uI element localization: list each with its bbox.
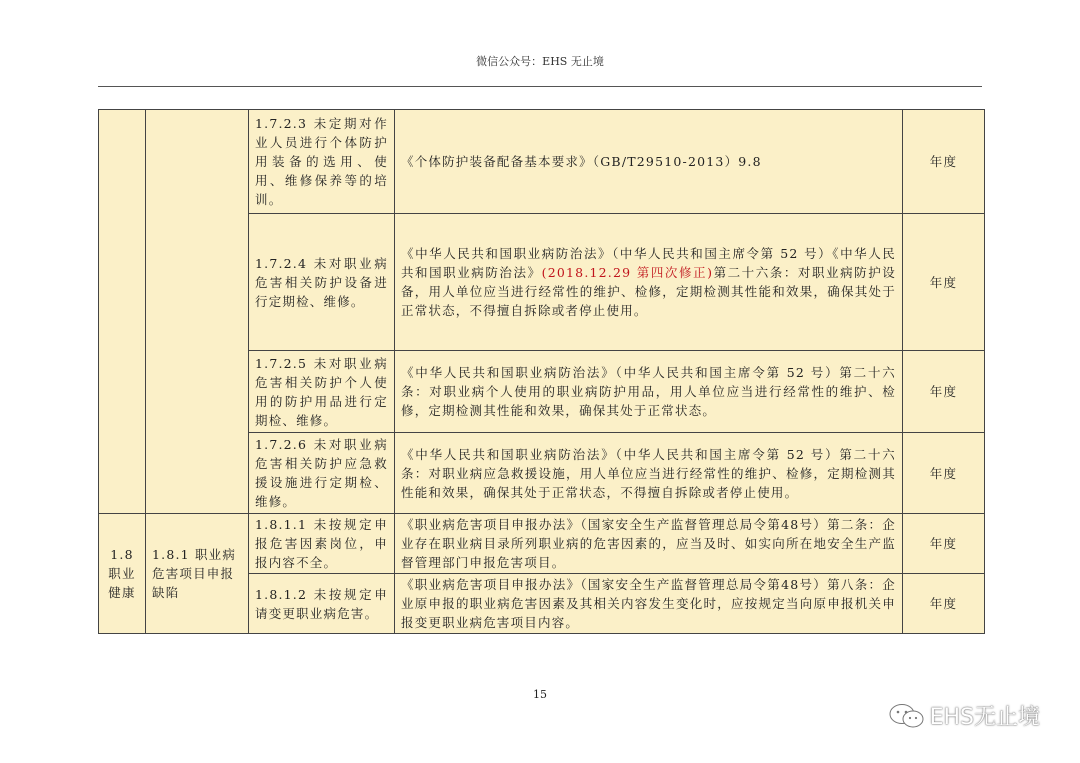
frequency-cell: 年度 <box>903 574 985 634</box>
page-header: 微信公众号：EHS 无止境 <box>476 55 604 68</box>
basis-cell: 《个体防护装备配备基本要求》（GB/T29510-2013）9.8 <box>395 110 903 214</box>
revision-note: (2018.12.29 第四次修正) <box>541 265 714 280</box>
basis-cell <box>395 214 903 351</box>
wechat-icon <box>888 703 926 729</box>
item-cell: 1.7.2.6 未对职业病危害相关防护应急救援设施进行定期检、维修。 <box>249 433 395 514</box>
table-row <box>99 110 985 214</box>
table-row <box>99 514 985 574</box>
basis-cell: 《中华人民共和国职业病防治法》（中华人民共和国主席令第 52 号）第二十六条：对职业病应急救援设施，用人单位应当进行经常性的维护、检修，定期检测其性能和效果，确保其处于正常状态，不得擅自拆除或者停止使用。 <box>395 433 903 514</box>
frequency-cell: 年度 <box>903 351 985 433</box>
header-divider <box>98 86 982 87</box>
watermark-text: EHS无止境 <box>929 705 1040 730</box>
frequency-cell: 年度 <box>903 514 985 574</box>
watermark <box>888 700 1040 731</box>
frequency-cell: 年度 <box>903 110 985 214</box>
item-cell: 1.8.1.1 未按规定申报危害因素岗位，申报内容不全。 <box>249 514 395 574</box>
basis-cell: 《职业病危害项目申报办法》（国家安全生产监督管理总局令第48号）第八条：企业原申报的职业病危害因素及其相关内容发生变化时，应按规定当向原申报机关申报变更职业病危害项目内容。 <box>395 574 903 634</box>
item-cell: 1.7.2.4 未对职业病危害相关防护设备进行定期检、维修。 <box>249 214 395 351</box>
regulation-table <box>98 109 985 634</box>
item-cell: 1.8.1.2 未按规定申请变更职业病危害。 <box>249 574 395 634</box>
category-cell-empty <box>99 110 146 514</box>
subcategory-cell-empty <box>146 110 249 514</box>
subcategory-cell: 1.8.1 职业病危害项目申报缺陷 <box>146 514 249 634</box>
basis-text: 《中华人民共和国职业病防治法》（中华人民共和国主席令第 52 号）《中华人民共和国职业病防治法》 <box>401 246 896 280</box>
page-number: 15 <box>533 688 547 701</box>
section-code: 1.8 <box>110 547 134 562</box>
section-name: 职业健康 <box>108 566 136 600</box>
basis-text-cont: 第二十六条：对职业病防护设备，用人单位应当进行经常性的维护、检修，定期检测其性能和效果，确保其处于正常状态，不得擅自拆除或者停止使用。 <box>401 265 896 318</box>
category-cell <box>99 514 146 634</box>
item-cell: 1.7.2.5 未对职业病危害相关防护个人使用的防护用品进行定期检、维修。 <box>249 351 395 433</box>
frequency-cell: 年度 <box>903 433 985 514</box>
item-cell: 1.7.2.3 未定期对作业人员进行个体防护用装备的选用、使用、维修保养等的培训。 <box>249 110 395 214</box>
basis-cell: 《中华人民共和国职业病防治法》（中华人民共和国主席令第 52 号）第二十六条：对职业病个人使用的职业病防护用品，用人单位应当进行经常性的维护、检修，定期检测其性能和效果，确保其处于正常状态。 <box>395 351 903 433</box>
basis-cell: 《职业病危害项目申报办法》（国家安全生产监督管理总局令第48号）第二条：企业存在职业病目录所列职业病的危害因素的，应当及时、如实向所在地安全生产监督管理部门申报危害项目。 <box>395 514 903 574</box>
frequency-cell: 年度 <box>903 214 985 351</box>
